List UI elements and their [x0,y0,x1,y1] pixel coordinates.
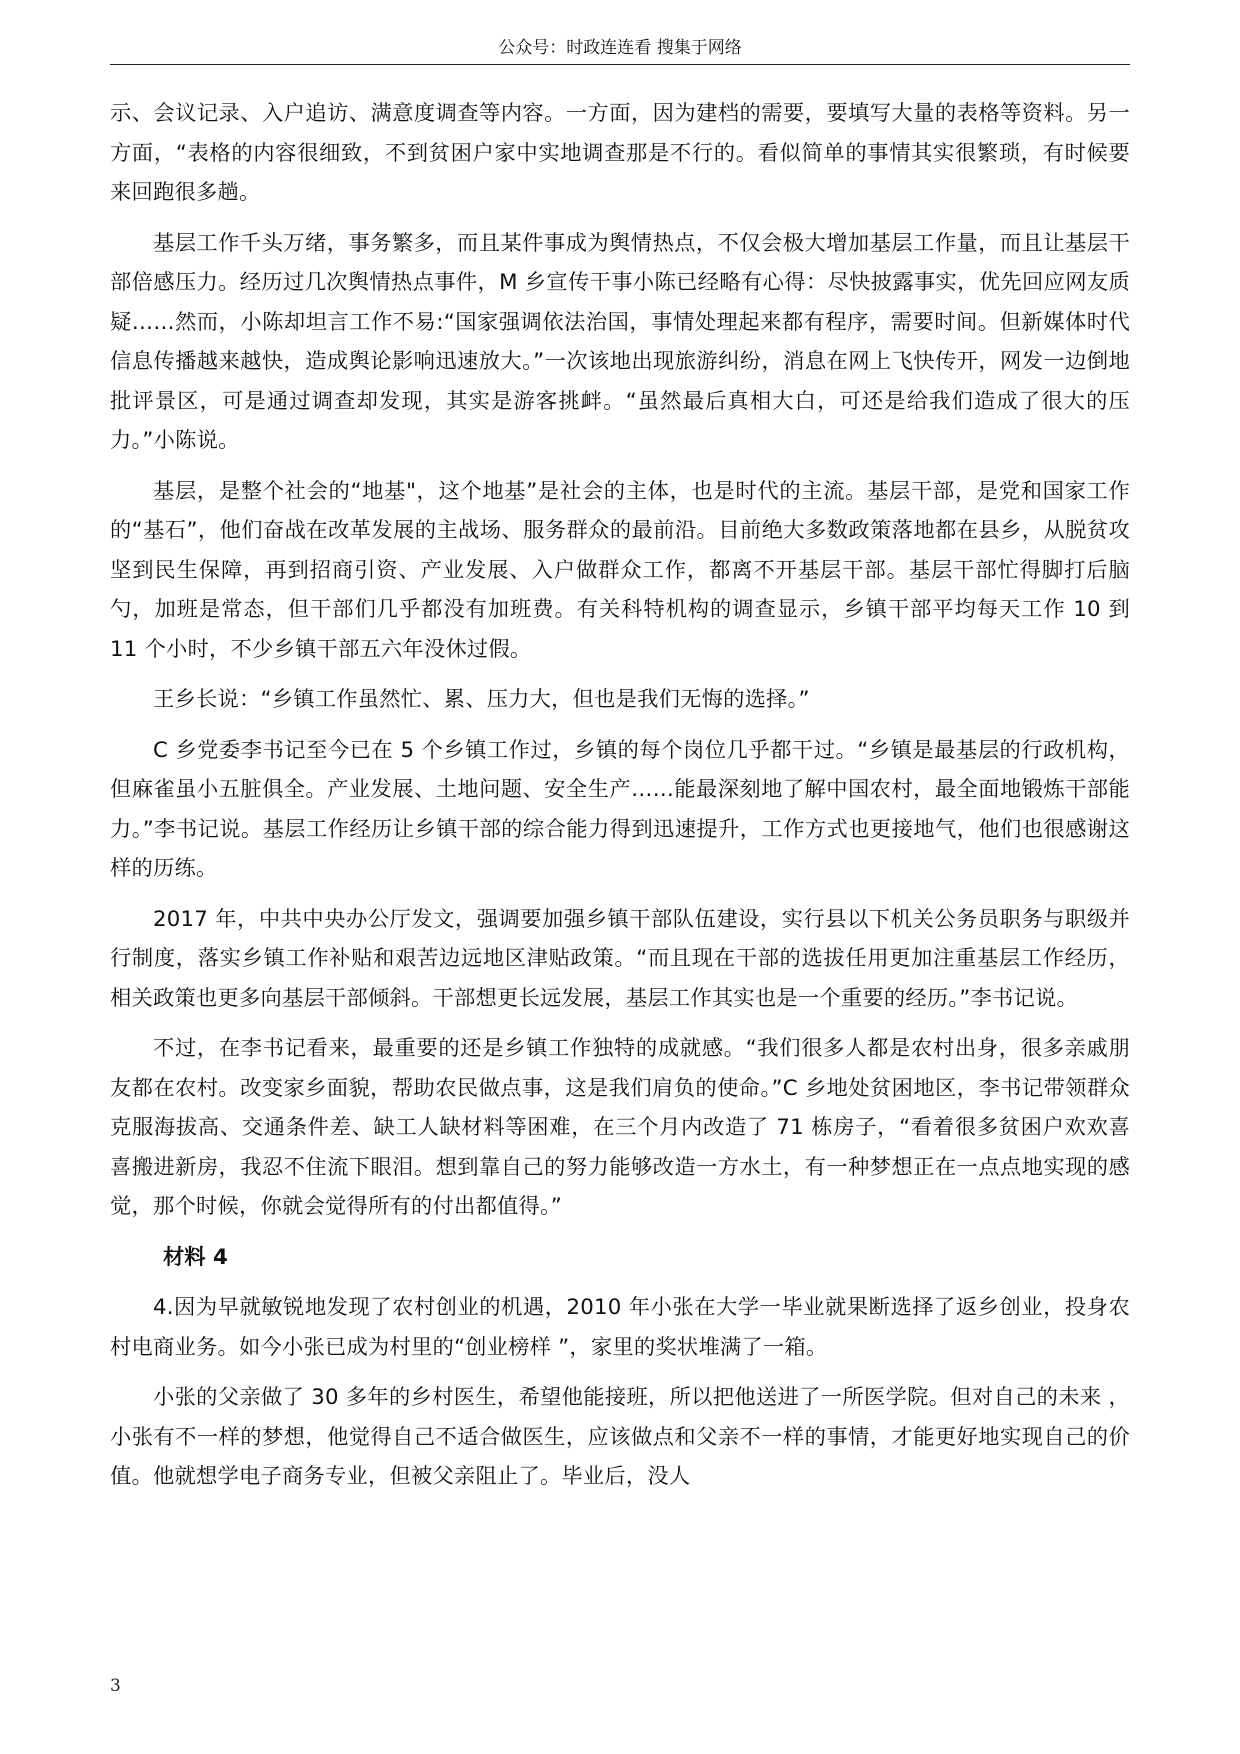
page-number: 3 [110,1676,121,1696]
paragraph: 基层工作千头万绪，事务繁多，而且某件事成为舆情热点，不仅会极大增加基层工作量，而且让基层干部倍感压力。经历过几次舆情热点事件，M 乡宣传干事小陈已经略有心得：尽快披露事实，优先回应网友质疑……然而，小陈却坦言工作不易:“国家强调依法治国，事情处理起来都有程序，需要时间。但新媒体时代信息传播越来越快，造成舆论影响迅速放大。”一次该地出现旅游纠纷，消息在网上飞快传开，网发一边倒地批评景区，可是通过调查却发现，其实是游客挑衅。“虽然最后真相大白，可还是给我们造成了很大的压力。”小陈说。 [110,230,1130,453]
document-body [110,94,1130,1508]
page-header [110,34,1130,65]
paragraph-continued: 示、会议记录、入户追访、满意度调查等内容。一方面，因为建档的需要，要填写大量的表格等资料。另一方面，“表格的内容很细致，不到贫困户家中实地调查那是不行的。看似简单的事情其实很繁琐，有时候要来回跑很多趟。 [110,101,1130,205]
header-text: 公众号：时政连连看 搜集于网络 [498,38,742,58]
section-paragraph: 小张的父亲做了 30 多年的乡村医生，希望他能接班，所以把他送进了一所医学院。但对自己的未来 ，小张有不一样的梦想，他觉得自己不适合做医生，应该做点和父亲不一样的事情，才能更好地实现自己的价值。他就想学电子商务专业，但被父亲阻止了。毕业后，没人 [110,1385,1130,1489]
paragraph: C 乡党委李书记至今已在 5 个乡镇工作过，乡镇的每个岗位几乎都干过。“乡镇是最基层的行政机构，但麻雀虽小五脏俱全。产业发展、土地问题、安全生产……能最深刻地了解中国农村，最全面地锻炼干部能力。”李书记说。基层工作经历让乡镇干部的综合能力得到迅速提升，工作方式也更接地气，他们也很感谢这样的历练。 [110,737,1130,881]
paragraph: 基层，是整个社会的“地基"，这个地基”是社会的主体，也是时代的主流。基层干部，是党和国家工作的“基石”，他们奋战在改革发展的主战场、服务群众的最前沿。目前绝大多数政策落地都在县乡，从脱贫攻坚到民生保障，再到招商引资、产业发展、入户做群众工作，都离不开基层干部。基层干部忙得脚打后脑勺，加班是常态，但干部们几乎都没有加班费。有关科特机构的调查显示，乡镇干部平均每天工作 10 到 11 个小时，不少乡镇干部五六年没休过假。 [110,478,1130,662]
paragraph: 不过，在李书记看来，最重要的还是乡镇工作独特的成就感。“我们很多人都是农村出身，很多亲戚朋友都在农村。改变家乡面貌，帮助农民做点事，这是我们肩负的使命。”C 乡地处贫困地区，李书记带领群众克服海拔高、交通条件差、缺工人缺材料等困难，在三个月内改造了 71 栋房子，“看着很多贫困户欢欢喜喜搬进新房，我忍不住流下眼泪。想到靠自己的努力能够改造一方水土，有一种梦想正在一点点地实现的感觉，那个时候，你就会觉得所有的付出都值得。” [110,1036,1130,1219]
section-heading: 材料 4 [163,1244,228,1270]
paragraph: 2017 年，中共中央办公厅发文，强调要加强乡镇干部队伍建设，实行县以下机关公务员职务与职级并行制度，落实乡镇工作补贴和艰苦边远地区津贴政策。“而且现在干部的选拔任用更加注重基层工作经历，相关政策也更多向基层干部倾斜。干部想更长远发展，基层工作其实也是一个重要的经历。”李书记说。 [110,906,1130,1011]
paragraph: 王乡长说：“乡镇工作虽然忙、累、压力大，但也是我们无悔的选择。” [153,687,810,712]
section-paragraph: 4.因为早就敏锐地发现了农村创业的机遇，2010 年小张在大学一毕业就果断选择了返乡创业，投身农村电商业务。如今小张已成为村里的“创业榜样 ”，家里的奖状堆满了一箱。 [110,1295,1130,1360]
